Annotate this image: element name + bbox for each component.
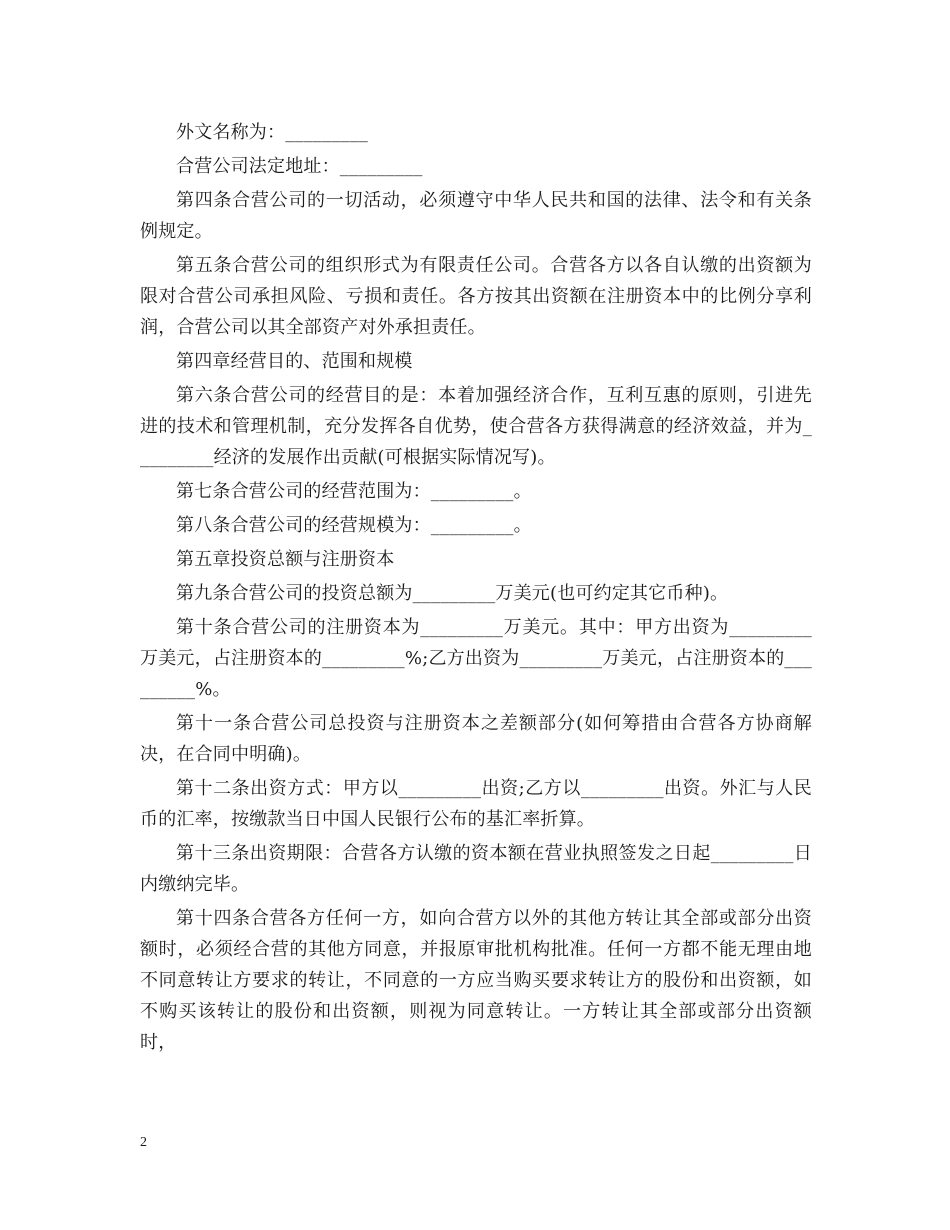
- paragraph-article-6: 第六条合营公司的经营目的是：本着加强经济合作，互利互惠的原则，引进先进的技术和管理机制，充分发挥各自优势，使合营各方获得满意的经济效益，并为_________经济的发展作出贡献(可根据实际情况写)。: [140, 385, 812, 468]
- chapter-heading-4: 第四章经营目的、范围和规模: [176, 351, 413, 372]
- paragraph-article-9: 第九条合营公司的投资总额为_________万美元(也可约定其它币种)。: [176, 583, 729, 604]
- paragraph-article-7: 第七条合营公司的经营范围为：_________。: [176, 481, 532, 502]
- paragraph-foreign-name: 外文名称为：_________: [176, 122, 368, 143]
- document-body: [140, 117, 812, 1058]
- paragraph-article-12: 第十二条出资方式：甲方以_________出资;乙方以_________出资。外汇与人民币的汇率，按缴款当日中国人民银行公布的基汇率折算。: [140, 778, 812, 830]
- paragraph-article-13: 第十三条出资期限：合营各方认缴的资本额在营业执照签发之日起_________日内缴纳完毕。: [140, 843, 812, 895]
- paragraph-article-11: 第十一条合营公司总投资与注册资本之差额部分(如何筹措由合营各方协商解决，在合同中明确)。: [140, 713, 812, 765]
- chapter-heading-5: 第五章投资总额与注册资本: [176, 549, 395, 570]
- paragraph-article-8: 第八条合营公司的经营规模为：_________。: [176, 515, 532, 536]
- page-number: 2: [140, 1135, 147, 1150]
- paragraph-legal-address: 合营公司法定地址：_________: [176, 156, 423, 177]
- paragraph-article-10: 第十条合营公司的注册资本为_________万美元。其中：甲方出资为_________万美元，占注册资本的_________%;乙方出资为_________万美元，占注册资本的_________%。: [140, 617, 812, 700]
- paragraph-article-4: 第四条合营公司的一切活动，必须遵守中华人民共和国的法律、法令和有关条例规定。: [140, 190, 812, 242]
- paragraph-article-5: 第五条合营公司的组织形式为有限责任公司。合营各方以各自认缴的出资额为限对合营公司承担风险、亏损和责任。各方按其出资额在注册资本中的比例分享利润，合营公司以其全部资产对外承担责任。: [140, 255, 812, 338]
- paragraph-article-14: 第十四条合营各方任何一方，如向合营方以外的其他方转让其全部或部分出资额时，必须经合营的其他方同意，并报原审批机构批准。任何一方都不能无理由地不同意转让方要求的转让，不同意的一方应当购买要求转让方的股份和出资额，如不购买该转让的股份和出资额，则视为同意转让。一方转让其全部或部分出资额时，: [140, 908, 812, 1053]
